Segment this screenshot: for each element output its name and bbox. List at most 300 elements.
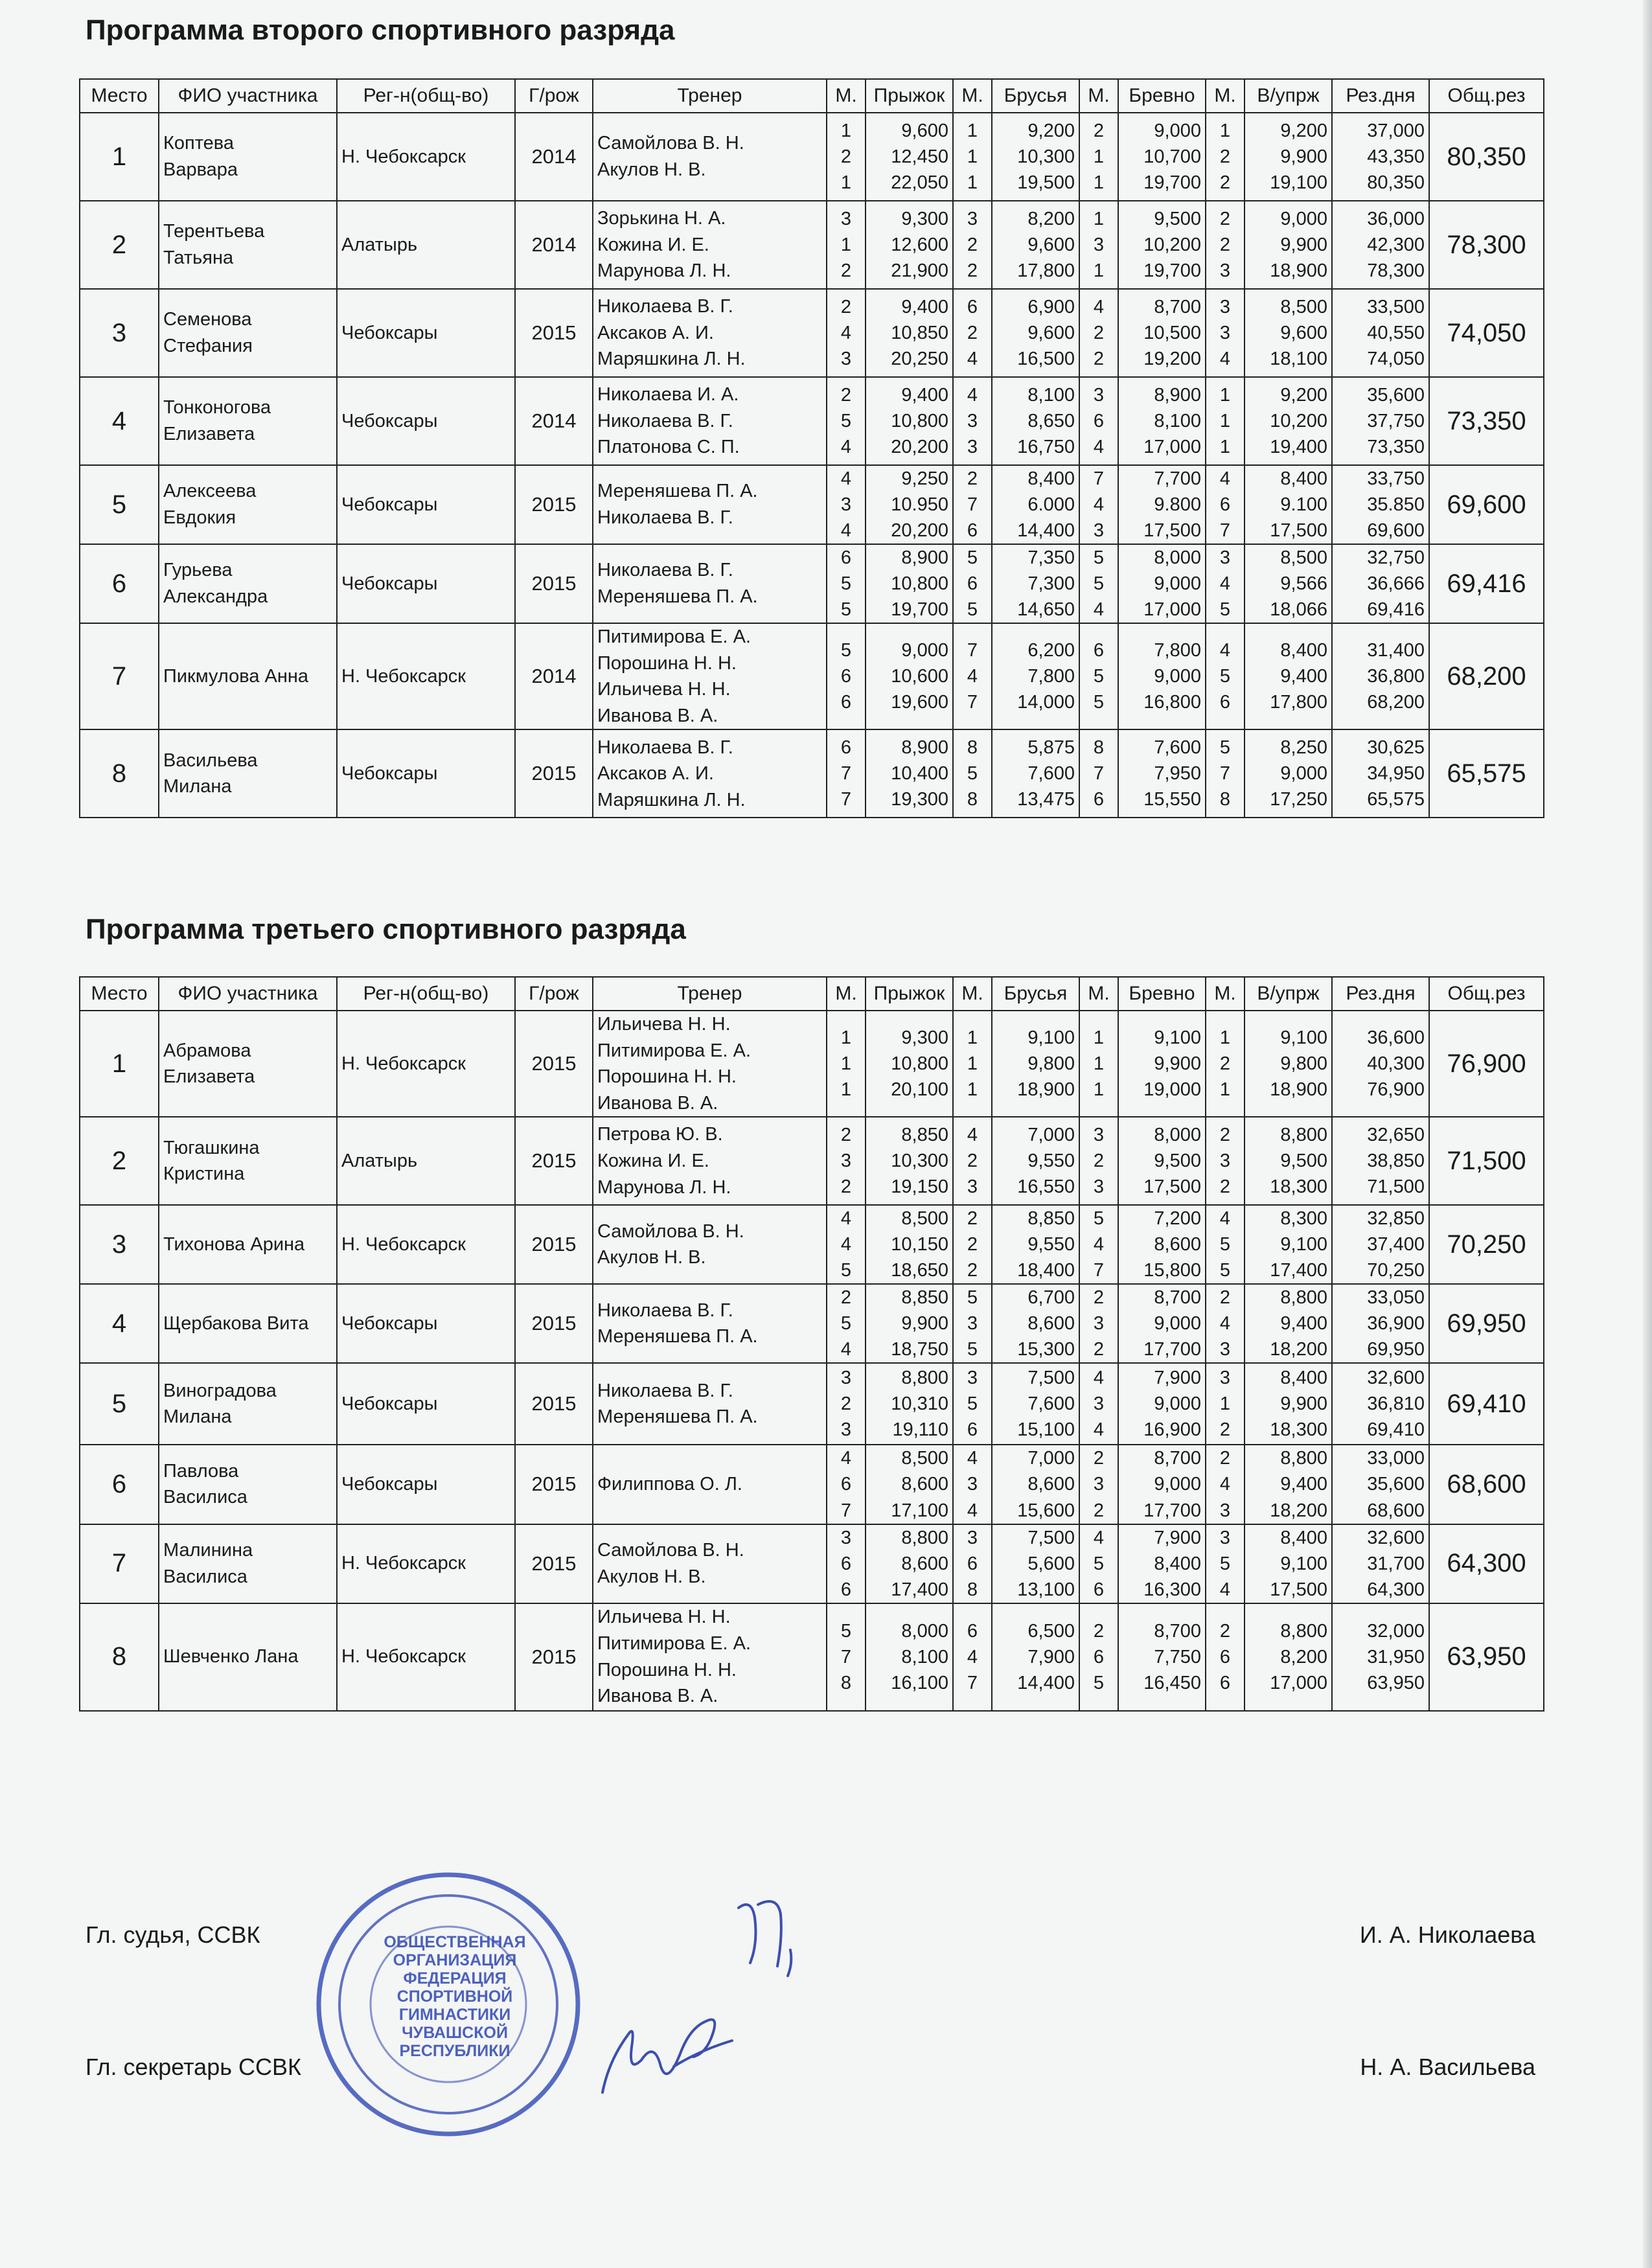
day-result-cell-line: 36,810 [1367, 1393, 1425, 1415]
column-header: Рез.дня [1332, 79, 1429, 113]
coach-cell-line: Мереняшева П. А. [597, 481, 758, 502]
floor-place-cell [1206, 201, 1245, 289]
beam-place-cell-line: 4 [1093, 296, 1105, 317]
place-cell: 8 [80, 1603, 159, 1711]
floor-score-cell-line: 9,200 [1280, 120, 1327, 141]
athlete-name-cell-lines [163, 663, 332, 690]
athlete-name-cell-line: Милана [163, 776, 232, 797]
vault-place-cell-line: 5 [840, 640, 852, 661]
coach-cell [593, 1284, 827, 1363]
column-header: Брусья [992, 79, 1079, 113]
bars-place-cell-lines [958, 206, 987, 284]
region-cell: Н. Чебоксарск [337, 1205, 515, 1284]
beam-place-cell [1079, 623, 1118, 729]
floor-place-cell-line: 3 [1219, 1500, 1231, 1521]
floor-place-cell-line: 2 [1219, 1176, 1231, 1198]
beam-place-cell [1079, 201, 1118, 289]
beam-score-cell [1118, 1363, 1206, 1445]
floor-score-cell-lines [1249, 1525, 1327, 1603]
beam-place-cell-lines [1084, 735, 1114, 812]
column-header: В/упрж [1245, 977, 1332, 1011]
vault-score-cell-line: 18,650 [891, 1260, 948, 1281]
athlete-name-cell-lines [163, 1231, 332, 1258]
bars-score-cell-lines [996, 1285, 1075, 1362]
vault-place-cell [827, 377, 866, 465]
bars-place-cell-line: 4 [967, 1500, 978, 1521]
vault-score-cell [866, 1117, 953, 1205]
day-result-cell-line: 35,600 [1367, 1474, 1425, 1495]
floor-place-cell-line: 2 [1219, 172, 1231, 193]
beam-place-cell-line: 2 [1093, 1500, 1105, 1521]
bars-score-cell [992, 1011, 1079, 1117]
bars-score-cell-line: 13,100 [1017, 1579, 1075, 1600]
floor-place-cell-line: 6 [1219, 494, 1231, 516]
floor-score-cell-line: 17,000 [1270, 1672, 1327, 1693]
birth-year-cell: 2015 [515, 1363, 593, 1445]
beam-score-cell-line: 9,000 [1154, 120, 1201, 141]
bars-place-cell-line: 7 [967, 692, 978, 713]
birth-year-cell: 2014 [515, 623, 593, 729]
bars-place-cell-line: 8 [967, 789, 978, 810]
vault-score-cell-line: 8,800 [901, 1527, 948, 1548]
floor-score-cell-line: 9,100 [1280, 1234, 1327, 1255]
vault-place-cell-lines [831, 637, 861, 715]
bars-score-cell-line: 8,600 [1027, 1474, 1075, 1495]
beam-place-cell-line: 4 [1093, 1234, 1105, 1255]
floor-score-cell-line: 9,566 [1280, 573, 1327, 595]
vault-place-cell-line: 2 [840, 1287, 852, 1309]
bars-score-cell-lines [996, 735, 1075, 812]
beam-score-cell-line: 16,300 [1143, 1579, 1201, 1600]
beam-score-cell-line: 8,700 [1154, 1620, 1201, 1642]
day-result-cell-line: 65,575 [1367, 789, 1425, 810]
floor-place-cell-line: 4 [1219, 1208, 1231, 1230]
bars-place-cell-line: 4 [967, 666, 978, 687]
vault-score-cell-line: 8,850 [901, 1287, 948, 1309]
region-cell: Алатырь [337, 1117, 515, 1205]
beam-place-cell-lines [1084, 545, 1114, 623]
vault-place-cell-lines [831, 466, 861, 544]
beam-place-cell [1079, 544, 1118, 623]
beam-place-cell [1079, 729, 1118, 818]
vault-place-cell-lines [831, 1525, 861, 1603]
floor-place-cell-line: 2 [1219, 146, 1231, 167]
athlete-name-cell-line: Виноградова [163, 1380, 277, 1401]
day-result-cell-line: 32,750 [1367, 547, 1425, 569]
bars-place-cell-line: 6 [967, 1553, 978, 1574]
bars-place-cell-line: 3 [967, 1368, 978, 1389]
floor-place-cell [1206, 1524, 1245, 1603]
beam-place-cell-lines [1084, 294, 1114, 372]
vault-place-cell [827, 544, 866, 623]
floor-place-cell-line: 6 [1219, 1672, 1231, 1693]
beam-place-cell-lines [1084, 1206, 1114, 1283]
floor-score-cell-line: 9,400 [1280, 1474, 1327, 1495]
bars-score-cell-line: 8,650 [1027, 410, 1075, 431]
bars-score-cell-lines [996, 1365, 1075, 1443]
coach-cell-line: Иванова В. А. [597, 1686, 718, 1707]
vault-score-cell-line: 19,300 [891, 789, 948, 810]
day-result-cell [1332, 1117, 1429, 1205]
beam-score-cell-line: 8,400 [1154, 1553, 1201, 1574]
vault-score-cell [866, 623, 953, 729]
bars-score-cell-line: 5,600 [1027, 1553, 1075, 1574]
beam-place-cell [1079, 1117, 1118, 1205]
coach-cell-line: Порошина Н. Н. [597, 1659, 737, 1680]
athlete-name-cell [159, 1603, 337, 1711]
place-cell: 1 [80, 1011, 159, 1117]
beam-score-cell-line: 10,700 [1143, 146, 1201, 167]
floor-score-cell [1245, 113, 1332, 201]
table-row [80, 113, 1544, 201]
beam-score-cell-line: 7,600 [1154, 737, 1201, 759]
floor-score-cell-line: 8,300 [1280, 1208, 1327, 1230]
bars-score-cell-lines [996, 382, 1075, 460]
beam-place-cell-lines [1084, 1122, 1114, 1200]
beam-score-cell-line: 9,900 [1154, 1053, 1201, 1075]
day-result-cell-line: 37,400 [1367, 1234, 1425, 1255]
beam-score-cell [1118, 1603, 1206, 1711]
floor-place-cell-lines [1210, 1365, 1240, 1443]
birth-year-cell: 2015 [515, 1524, 593, 1603]
beam-score-cell-lines [1123, 1285, 1201, 1362]
beam-place-cell-line: 4 [1093, 599, 1105, 621]
beam-place-cell-line: 1 [1093, 172, 1105, 193]
day-result-cell-line: 36,666 [1367, 573, 1425, 595]
beam-place-cell-lines [1084, 1285, 1114, 1362]
bars-place-cell-line: 8 [967, 1579, 978, 1600]
vault-score-cell-line: 10,150 [891, 1234, 948, 1255]
floor-place-cell-line: 4 [1219, 1313, 1231, 1334]
beam-score-cell-line: 8,700 [1154, 296, 1201, 317]
floor-score-cell [1245, 623, 1332, 729]
vault-score-cell-line: 10,800 [891, 410, 948, 431]
table-row [80, 201, 1544, 289]
coach-cell-lines [597, 205, 822, 284]
beam-score-cell-line: 16,450 [1143, 1672, 1201, 1693]
bars-place-cell-line: 5 [967, 1393, 978, 1415]
beam-place-cell-line: 3 [1093, 384, 1105, 406]
beam-place-cell-lines [1084, 1618, 1114, 1696]
athlete-name-cell-line: Малинина [163, 1539, 253, 1561]
results-table-second-grade [79, 78, 1544, 818]
vault-score-cell-lines [870, 1206, 948, 1283]
day-result-cell-line: 31,700 [1367, 1553, 1425, 1574]
vault-score-cell [866, 113, 953, 201]
total-result-cell: 69,410 [1429, 1363, 1544, 1445]
bars-place-cell-line: 2 [967, 1234, 978, 1255]
bars-score-cell-line: 9,600 [1027, 322, 1075, 343]
vault-place-cell-line: 3 [840, 1368, 852, 1389]
birth-year-cell: 2015 [515, 465, 593, 544]
beam-place-cell-lines [1084, 637, 1114, 715]
column-header: Прыжок [866, 977, 953, 1011]
floor-score-cell-line: 9,600 [1280, 322, 1327, 343]
column-header: Рез.дня [1332, 977, 1429, 1011]
coach-cell [593, 1524, 827, 1603]
bars-place-cell-lines [958, 1525, 987, 1603]
beam-score-cell-line: 15,550 [1143, 789, 1201, 810]
vault-score-cell-line: 8,600 [901, 1474, 948, 1495]
bars-place-cell-lines [958, 294, 987, 372]
coach-cell [593, 201, 827, 289]
total-result-cell: 63,950 [1429, 1603, 1544, 1711]
floor-score-cell [1245, 1524, 1332, 1603]
coach-cell-line: Аксаков А. И. [597, 763, 714, 785]
column-header: Тренер [593, 79, 827, 113]
beam-place-cell-line: 1 [1093, 1027, 1105, 1049]
floor-score-cell-line: 18,300 [1270, 1419, 1327, 1441]
bars-score-cell-line: 5,875 [1027, 737, 1075, 759]
table-row [80, 1117, 1544, 1205]
beam-score-cell-line: 17,000 [1143, 437, 1201, 457]
bars-score-cell-line: 8,850 [1027, 1208, 1075, 1230]
stamp-text-line: ГИМНАСТИКИ [398, 2006, 511, 2024]
coach-cell-line: Иванова В. А. [597, 705, 718, 726]
beam-place-cell-line: 5 [1093, 1553, 1105, 1574]
day-result-cell-line: 33,050 [1367, 1287, 1425, 1309]
beam-score-cell-line: 17,700 [1143, 1500, 1201, 1521]
athlete-name-cell-lines [163, 130, 332, 183]
judge-label: Гл. судья, ССВК [86, 1921, 260, 1948]
column-header: В/упрж [1245, 79, 1332, 113]
column-header: Г/рож [515, 977, 593, 1011]
birth-year-cell: 2015 [515, 1011, 593, 1117]
bars-score-cell-line: 16,550 [1017, 1176, 1075, 1198]
beam-place-cell-line: 6 [1093, 789, 1105, 810]
beam-score-cell-line: 19,700 [1143, 260, 1201, 281]
beam-place-cell [1079, 1205, 1118, 1284]
bars-place-cell-line: 3 [967, 1474, 978, 1495]
vault-score-cell-line: 8,800 [901, 1368, 948, 1389]
region-cell: Чебоксары [337, 1363, 515, 1445]
beam-place-cell-line: 6 [1093, 1579, 1105, 1600]
day-result-cell-line: 35,600 [1367, 384, 1425, 406]
day-result-cell-lines [1337, 466, 1425, 544]
vault-place-cell-line: 4 [840, 1208, 852, 1230]
vault-place-cell [827, 1445, 866, 1524]
place-cell: 2 [80, 1117, 159, 1205]
coach-cell-line: Платонова С. П. [597, 437, 740, 458]
vault-score-cell-line: 8,900 [901, 737, 948, 759]
vault-score-cell-line: 8,100 [901, 1646, 948, 1667]
floor-score-cell-line: 8,400 [1280, 1527, 1327, 1548]
bars-place-cell [953, 1284, 992, 1363]
coach-cell-line: Мереняшева П. А. [597, 1326, 758, 1347]
floor-score-cell-line: 9,100 [1280, 1553, 1327, 1574]
bars-score-cell-line: 6.000 [1027, 494, 1075, 516]
floor-score-cell-line: 9,400 [1280, 1313, 1327, 1334]
floor-place-cell [1206, 544, 1245, 623]
floor-score-cell [1245, 1117, 1332, 1205]
bars-score-cell [992, 623, 1079, 729]
bars-score-cell-line: 14,400 [1017, 520, 1075, 542]
beam-score-cell-line: 8,000 [1154, 547, 1201, 569]
beam-score-cell-line: 9,000 [1154, 1474, 1201, 1495]
floor-place-cell [1206, 1603, 1245, 1711]
floor-score-cell-line: 18,200 [1270, 1500, 1327, 1521]
beam-score-cell-line: 9,000 [1154, 666, 1201, 687]
athlete-name-cell [159, 377, 337, 465]
bars-score-cell-line: 7,300 [1027, 573, 1075, 595]
day-result-cell-line: 68,200 [1367, 692, 1425, 713]
vault-place-cell [827, 1284, 866, 1363]
floor-score-cell-line: 17,250 [1270, 789, 1327, 810]
vault-place-cell-line: 5 [840, 1260, 852, 1281]
beam-score-cell-line: 9,000 [1154, 1393, 1201, 1415]
bars-score-cell-lines [996, 1445, 1075, 1523]
coach-cell-line: Самойлова В. Н. [597, 1539, 744, 1561]
beam-place-cell-line: 6 [1093, 640, 1105, 661]
secretary-signature [583, 1995, 751, 2105]
athlete-name-cell-lines [163, 1378, 332, 1430]
floor-score-cell-line: 9,900 [1280, 234, 1327, 255]
vault-score-cell-lines [870, 294, 948, 372]
athlete-name-cell-lines [163, 478, 332, 531]
floor-score-cell-line: 17,500 [1270, 520, 1327, 542]
floor-place-cell [1206, 1445, 1245, 1524]
athlete-name-cell-lines [163, 748, 332, 800]
birth-year-cell: 2015 [515, 1205, 593, 1284]
coach-cell-line: Самойлова В. Н. [597, 1220, 744, 1242]
floor-score-cell-line: 9,000 [1280, 763, 1327, 785]
floor-place-cell-lines [1210, 1122, 1240, 1200]
bars-score-cell-line: 15,100 [1017, 1419, 1075, 1441]
region-cell: Чебоксары [337, 377, 515, 465]
coach-cell-line: Акулов Н. В. [597, 159, 706, 180]
bars-place-cell-line: 8 [967, 737, 978, 759]
floor-place-cell-lines [1210, 382, 1240, 460]
beam-place-cell-line: 5 [1093, 1672, 1105, 1693]
table-row [80, 465, 1544, 544]
coach-cell-lines [597, 130, 822, 183]
region-cell: Чебоксары [337, 729, 515, 818]
bars-place-cell [953, 1363, 992, 1445]
coach-cell-line: Николаева В. Г. [597, 560, 733, 581]
floor-score-cell-line: 18,100 [1270, 349, 1327, 369]
place-cell: 4 [80, 1284, 159, 1363]
vault-score-cell-line: 10,850 [891, 322, 948, 343]
bars-score-cell-line: 14,650 [1017, 599, 1075, 621]
beam-score-cell-line: 7,700 [1154, 468, 1201, 489]
beam-place-cell [1079, 1284, 1118, 1363]
beam-score-cell-line: 9,000 [1154, 1313, 1201, 1334]
vault-score-cell [866, 1284, 953, 1363]
column-header: Тренер [593, 977, 827, 1011]
floor-place-cell-line: 1 [1219, 410, 1231, 431]
athlete-name-cell-lines [163, 1537, 332, 1590]
column-header: Общ.рез [1429, 79, 1544, 113]
bars-score-cell-line: 6,200 [1027, 640, 1075, 661]
column-header: М. [1206, 977, 1245, 1011]
vault-place-cell [827, 465, 866, 544]
vault-place-cell [827, 1524, 866, 1603]
floor-place-cell-lines [1210, 466, 1240, 544]
beam-place-cell-line: 2 [1093, 349, 1105, 369]
total-result-cell: 73,350 [1429, 377, 1544, 465]
day-result-cell-line: 32,000 [1367, 1620, 1425, 1642]
beam-place-cell-line: 4 [1093, 494, 1105, 516]
vault-score-cell-line: 10,300 [891, 1151, 948, 1172]
athlete-name-cell-line: Терентьева [163, 221, 265, 242]
athlete-name-cell-lines [163, 218, 332, 271]
beam-place-cell-line: 4 [1093, 1527, 1105, 1548]
floor-place-cell-line: 2 [1219, 208, 1231, 229]
beam-place-cell [1079, 289, 1118, 377]
vault-score-cell [866, 1205, 953, 1284]
table-row [80, 1603, 1544, 1711]
vault-score-cell-line: 18,750 [891, 1339, 948, 1360]
day-result-cell-lines [1337, 545, 1425, 623]
coach-cell [593, 289, 827, 377]
athlete-name-cell [159, 201, 337, 289]
bars-place-cell [953, 289, 992, 377]
bars-place-cell-line: 5 [967, 1339, 978, 1360]
athlete-name-cell-line: Павлова [163, 1460, 239, 1482]
floor-place-cell-line: 1 [1219, 120, 1231, 141]
bars-score-cell-line: 16,750 [1017, 437, 1075, 457]
beam-score-cell [1118, 1205, 1206, 1284]
floor-score-cell-line: 9,100 [1280, 1027, 1327, 1049]
vault-place-cell-line: 4 [840, 437, 852, 457]
bars-place-cell-line: 1 [967, 172, 978, 193]
coach-cell-lines [597, 1537, 822, 1590]
vault-place-cell [827, 1011, 866, 1117]
vault-place-cell-line: 5 [840, 410, 852, 431]
floor-place-cell-line: 2 [1219, 1125, 1231, 1146]
beam-place-cell-lines [1084, 1445, 1114, 1523]
vault-place-cell-lines [831, 206, 861, 284]
vault-place-cell-line: 4 [840, 520, 852, 542]
floor-place-cell-lines [1210, 1445, 1240, 1523]
bars-score-cell-line: 7,000 [1027, 1125, 1075, 1146]
beam-place-cell-line: 1 [1093, 208, 1105, 229]
coach-cell [593, 729, 827, 818]
athlete-name-cell-line: Татьяна [163, 247, 234, 268]
results-table-third-grade [79, 976, 1544, 1712]
beam-score-cell-line: 17,000 [1143, 599, 1201, 621]
vault-place-cell [827, 289, 866, 377]
bars-place-cell-line: 2 [967, 322, 978, 343]
day-result-cell-line: 35.850 [1367, 494, 1425, 516]
bars-score-cell-line: 9,100 [1027, 1027, 1075, 1049]
table-row [80, 544, 1544, 623]
floor-score-cell-lines [1249, 545, 1327, 623]
table-row [80, 1205, 1544, 1284]
region-cell: Н. Чебоксарск [337, 623, 515, 729]
vault-place-cell [827, 729, 866, 818]
coach-cell-lines [597, 1471, 822, 1498]
day-result-cell-line: 68,600 [1367, 1500, 1425, 1521]
vault-score-cell [866, 1524, 953, 1603]
floor-score-cell-line: 8,800 [1280, 1287, 1327, 1309]
vault-place-cell-lines [831, 545, 861, 623]
bars-score-cell [992, 729, 1079, 818]
athlete-name-cell-line: Семенова [163, 309, 252, 330]
vault-score-cell-line: 21,900 [891, 260, 948, 281]
day-result-cell-line: 30,625 [1367, 737, 1425, 759]
total-result-cell: 69,950 [1429, 1284, 1544, 1363]
athlete-name-cell [159, 1524, 337, 1603]
bars-place-cell-line: 6 [967, 1620, 978, 1642]
vault-score-cell [866, 1363, 953, 1445]
header-row [80, 79, 1544, 113]
coach-cell-line: Порошина Н. Н. [597, 1066, 737, 1088]
floor-score-cell-line: 17,400 [1270, 1260, 1327, 1281]
day-result-cell [1332, 1603, 1429, 1711]
bars-score-cell-line: 7,500 [1027, 1368, 1075, 1389]
floor-place-cell-lines [1210, 118, 1240, 196]
